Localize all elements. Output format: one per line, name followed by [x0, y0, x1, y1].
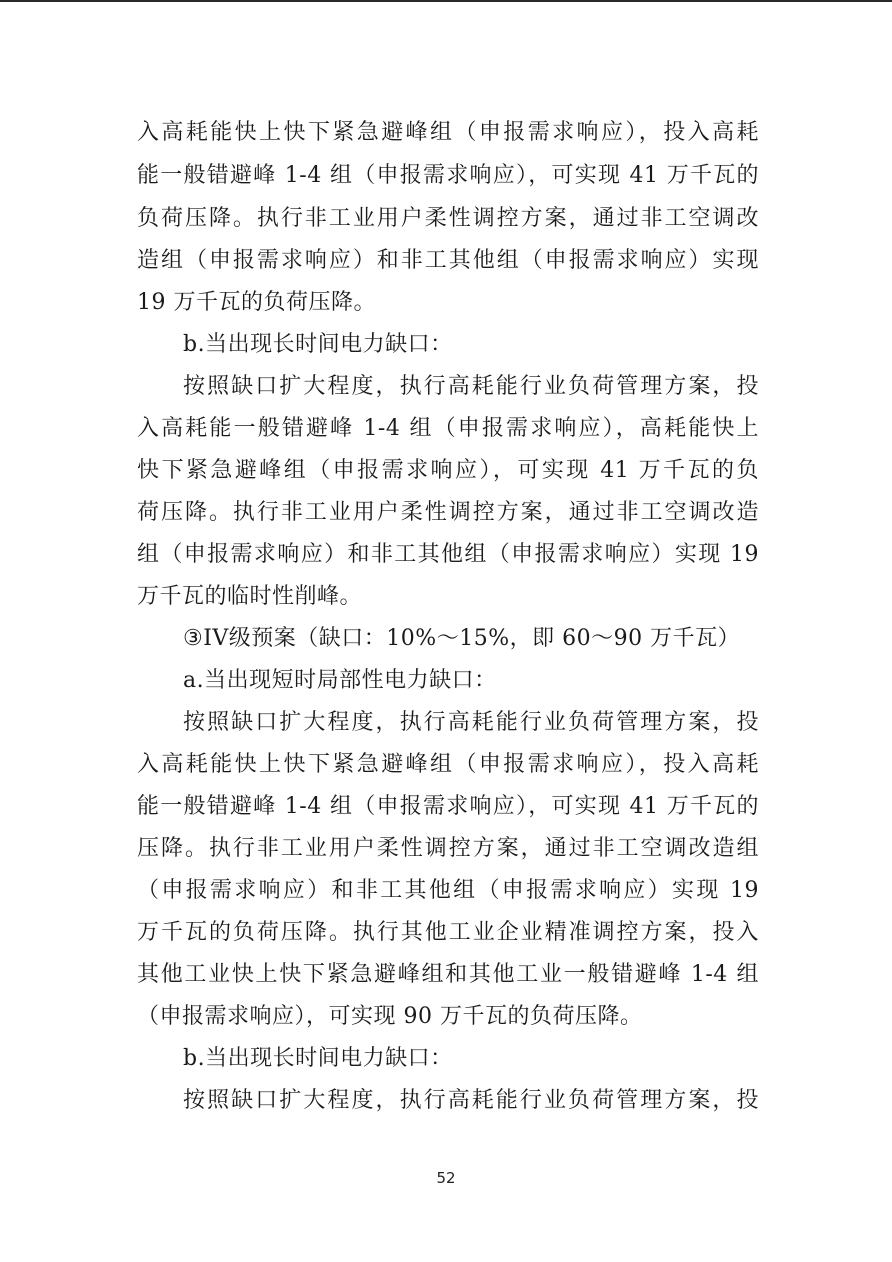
text-line: 万千瓦的临时性削峰。 — [137, 584, 363, 609]
text-line: 能一般错避峰 1-4 组（申报需求响应），可实现 41 万千瓦的 — [137, 163, 759, 188]
section-heading-level-iv-plan: ③IV级预案（缺口：10%～15%，即 60～90 万千瓦） — [183, 626, 741, 651]
text-line: 入高耗能快上快下紧急避峰组（申报需求响应），投入高耗 — [137, 752, 759, 777]
text-line: 其他工业快上快下紧急避峰组和其他工业一般错避峰 1-4 组 — [137, 962, 759, 987]
text-line: 按照缺口扩大程度，执行高耗能行业负荷管理方案，投 — [183, 710, 759, 735]
text-line: 压降。执行非工业用户柔性调控方案，通过非工空调改造组 — [137, 836, 759, 861]
text-line: （申报需求响应）和非工其他组（申报需求响应）实现 19 — [137, 878, 759, 903]
text-line: （申报需求响应），可实现 90 万千瓦的负荷压降。 — [137, 1004, 643, 1029]
text-line: 能一般错避峰 1-4 组（申报需求响应），可实现 41 万千瓦的 — [137, 794, 759, 819]
text-line: 入高耗能一般错避峰 1-4 组（申报需求响应），高耗能快上 — [137, 416, 759, 441]
text-line: 造组（申报需求响应）和非工其他组（申报需求响应）实现 — [137, 248, 759, 273]
text-line: 按照缺口扩大程度，执行高耗能行业负荷管理方案，投 — [183, 1088, 759, 1113]
text-line: 万千瓦的负荷压降。执行其他工业企业精准调控方案，投入 — [137, 920, 759, 945]
page-number: 52 — [436, 1169, 456, 1187]
text-line: 负荷压降。执行非工业用户柔性调控方案，通过非工空调改 — [137, 206, 759, 231]
text-line: 荷压降。执行非工业用户柔性调控方案，通过非工空调改造 — [137, 500, 759, 525]
subheading-short-term-gap: a.当出现短时局部性电力缺口： — [183, 668, 497, 693]
text-line: 入高耗能快上快下紧急避峰组（申报需求响应），投入高耗 — [137, 120, 759, 145]
text-line: 组（申报需求响应）和非工其他组（申报需求响应）实现 19 — [137, 542, 759, 567]
subheading-long-term-gap: b.当出现长时间电力缺口： — [183, 1046, 453, 1071]
text-line: 19 万千瓦的负荷压降。 — [137, 290, 376, 315]
subheading-long-term-gap: b.当出现长时间电力缺口： — [183, 332, 453, 357]
text-line: 快下紧急避峰组（申报需求响应），可实现 41 万千瓦的负 — [137, 458, 759, 483]
text-line: 按照缺口扩大程度，执行高耗能行业负荷管理方案，投 — [183, 374, 759, 399]
